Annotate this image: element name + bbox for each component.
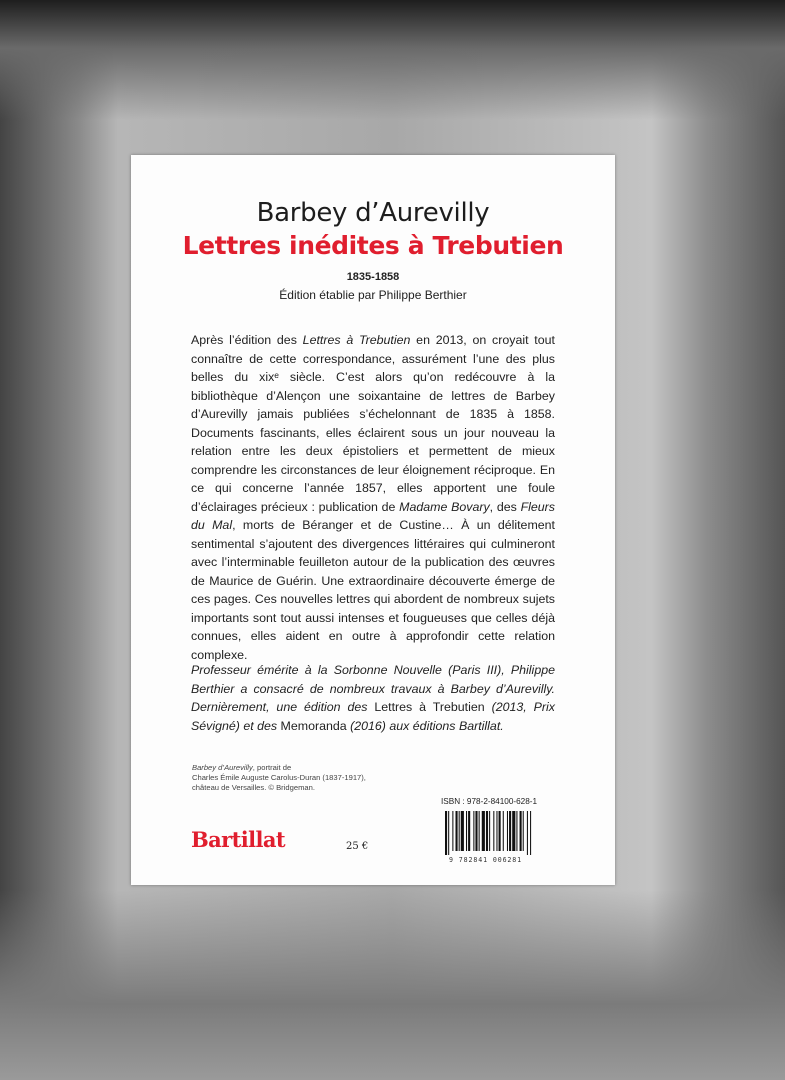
credit-name: Barbey d’Aurevilly xyxy=(192,763,253,772)
credit-rest: , portrait de xyxy=(252,763,292,772)
barcode-bar xyxy=(507,811,508,851)
barcode-bar xyxy=(516,811,517,851)
barcode-bar xyxy=(509,811,511,851)
publisher-logo: Bartillat xyxy=(191,827,285,852)
barcode-bar xyxy=(499,811,501,851)
credit-line-2: Charles Émile Auguste Carolus-Duran (1837-1917), xyxy=(192,773,366,782)
barcode-bar xyxy=(459,811,460,851)
edition-note: Édition établie par Philippe Berthier xyxy=(279,288,467,302)
barcode-bar xyxy=(479,811,480,851)
barcode-bar xyxy=(452,811,453,851)
book-back-cover xyxy=(131,155,615,885)
barcode-bar xyxy=(496,811,497,851)
blurb-text-2: en 2013, on croyait tout connaître de cette correspondance, assurément l’une des plus belles du xixᵉ siècle. C’est alors qu’on redécouvre à la bibliothèque d’Alençon une soixantaine de lettres de Barbey d’Aurevilly jamais publiées s’échelonnant de 1835 à 1858. Documents fascinants, elles éclairent sous un jour nouveau la relation entre les deux épistoliers et permettent de mieux comprendre les circonstances de leur éloignement réciproque. En ce qui concerne l’année 1857, elles apportent une foule d’éclairages précieux : publication de xyxy=(191,333,555,514)
barcode-bar xyxy=(468,811,470,851)
bio-upright-2: Memoranda xyxy=(280,718,347,733)
barcode-bar xyxy=(489,811,490,851)
barcode-digits: 9 782841 006281 xyxy=(449,856,523,864)
barcode-bar xyxy=(445,811,447,855)
barcode-bar xyxy=(512,811,515,851)
barcode-icon xyxy=(445,811,557,855)
scan-shadow-top xyxy=(0,0,785,120)
barcode-bar xyxy=(466,811,467,851)
bio-text-1: Professeur émérite à la Sorbonne Nouvelle (Paris III), Philippe Berthier a consacré de nombreux travaux à Barbey d’Aurevilly. Dernièrement, une édition des xyxy=(191,663,555,714)
bio-upright-1: Lettres à Trebutien xyxy=(374,700,485,714)
date-range: 1835-1858 xyxy=(346,271,400,283)
barcode-bar xyxy=(456,811,458,851)
book-title: Lettres inédites à Trebutien xyxy=(182,231,564,260)
portrait-credit xyxy=(192,763,392,793)
barcode-bar xyxy=(475,811,477,851)
blurb-italic-3: Fleurs du Mal xyxy=(191,499,555,532)
barcode-bar xyxy=(530,811,531,855)
barcode-bar xyxy=(503,811,504,851)
isbn-text: ISBN : 978-2-84100-628-1 xyxy=(441,797,538,806)
barcode-bar xyxy=(448,811,449,855)
barcode-bar xyxy=(486,811,488,851)
barcode-bar xyxy=(523,811,524,851)
credit-line-3: château de Versailles. © Bridgeman. xyxy=(192,783,315,792)
editor-bio xyxy=(191,661,555,735)
barcode-bar xyxy=(482,811,485,851)
barcode-bar xyxy=(527,811,528,855)
author-name: Barbey d’Aurevilly xyxy=(256,198,490,228)
barcode-bar xyxy=(520,811,522,851)
scan-shadow-bottom xyxy=(0,890,785,1080)
price-label: 25 € xyxy=(346,841,369,852)
bio-text-2: (2013, Prix Sévigné) et des xyxy=(191,700,555,733)
blurb-text-1: Après l’édition des xyxy=(191,333,303,347)
blurb-italic-1: Lettres à Trebutien xyxy=(302,333,411,347)
blurb-italic-2: Madame Bovary xyxy=(399,499,490,514)
barcode-bar xyxy=(473,811,474,851)
bio-text-3: (2016) aux éditions Bartillat. xyxy=(346,718,504,733)
blurb-text-4: , morts de Béranger et de Custine… À un délitement sentimental s’ajoutent des divergences littéraires qui culmineront avec l’interminable feuilleton autour de la publication des œuvres de Maurice de Guérin. Une extraordinaire découverte émerge de ces pages. Ces nouvelles lettres qui abordent de nombreux sujets importants sont tout aussi intenses et fougueuses que celles déjà connues, elles aident en outre à approfondir cette relation complexe. xyxy=(191,518,555,662)
blurb-paragraph xyxy=(191,331,555,664)
barcode-bar xyxy=(461,811,464,851)
blurb-text-3: , des xyxy=(489,499,521,514)
barcode-bar xyxy=(493,811,494,851)
